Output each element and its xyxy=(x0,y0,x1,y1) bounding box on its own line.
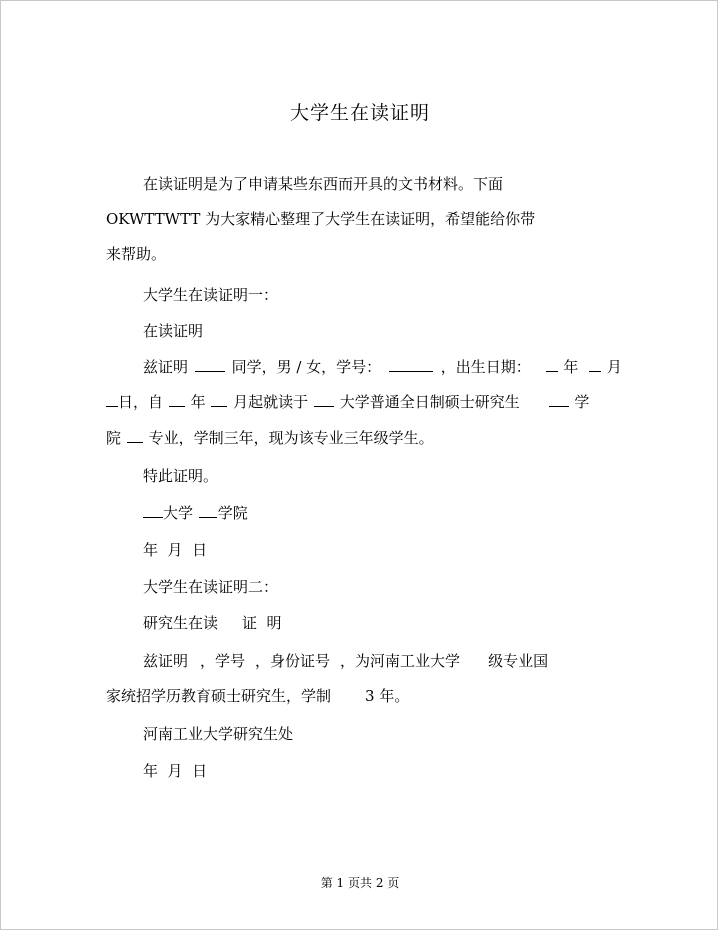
section1-date: 年 月 日 xyxy=(143,541,208,559)
body-text: 日，自 xyxy=(118,393,164,411)
section2-date: 年 月 日 xyxy=(143,762,208,780)
section2-body-line-2 xyxy=(106,686,409,706)
body-text: 3 年。 xyxy=(365,687,410,705)
blank-underline xyxy=(106,392,118,407)
body-text: 院 xyxy=(106,429,122,447)
blank-underline xyxy=(195,357,225,372)
body-text: 专业，学制三年，现为该专业三年级学生。 xyxy=(148,429,434,447)
section2-subtitle xyxy=(143,613,282,633)
body-text: 家统招学历教育硕士研究生，学制 xyxy=(106,687,332,705)
blank-underline xyxy=(589,357,601,372)
section2-heading: 大学生在读证明二： xyxy=(143,578,279,596)
blank-underline xyxy=(549,392,569,407)
body-text: 学院 xyxy=(217,504,248,522)
blank-underline xyxy=(389,357,433,372)
body-text: ，身份证号 xyxy=(255,652,331,670)
intro-line-2: OKWTTWTT 为大家精心整理了大学生在读证明，希望能给你带 xyxy=(106,210,536,228)
section1-heading: 大学生在读证明一： xyxy=(143,286,279,304)
body-text: 月 xyxy=(606,358,622,376)
body-text: 大学普通全日制硕士研究生 xyxy=(339,393,520,411)
intro-line-1: 在读证明是为了申请某些东西而开具的文书材料。下面 xyxy=(143,175,504,193)
section1-body-line-2 xyxy=(106,392,589,412)
section1-subtitle: 在读证明 xyxy=(143,322,204,340)
section2-body-line-1 xyxy=(143,651,548,671)
blank-underline xyxy=(127,428,143,443)
section1-closing: 特此证明。 xyxy=(143,467,219,485)
body-text: 年 xyxy=(563,358,579,376)
body-text: 兹证明 xyxy=(143,358,189,376)
blank-underline xyxy=(314,392,334,407)
body-text: 学 xyxy=(574,393,590,411)
section2-signature: 河南工业大学研究生处 xyxy=(143,725,294,743)
body-text: 年 xyxy=(190,393,206,411)
section1-body-line-3 xyxy=(106,428,434,448)
body-text: 同学，男 / 女，学号： xyxy=(231,358,382,376)
blank-underline xyxy=(169,392,185,407)
body-text: 月起就读于 xyxy=(233,393,309,411)
blank-underline xyxy=(211,392,227,407)
body-text: 证 明 xyxy=(242,614,282,632)
body-text: 研究生在读 xyxy=(143,614,219,632)
blank-underline xyxy=(546,357,558,372)
document-title: 大学生在读证明 xyxy=(289,102,430,124)
body-text: 大学 xyxy=(163,504,194,522)
blank-underline xyxy=(143,503,163,518)
body-text: ，学号 xyxy=(200,652,246,670)
section1-body-line-1 xyxy=(143,357,622,377)
body-text: ，为河南工业大学 xyxy=(340,652,461,670)
page-footer: 第 1 页共 2 页 xyxy=(320,876,400,890)
section1-signature xyxy=(143,503,248,523)
body-text: ，出生日期： xyxy=(440,358,531,376)
body-text: 兹证明 xyxy=(143,652,189,670)
body-text: 级专业国 xyxy=(488,652,549,670)
blank-underline xyxy=(199,503,217,518)
intro-line-3: 来帮助。 xyxy=(106,245,167,263)
